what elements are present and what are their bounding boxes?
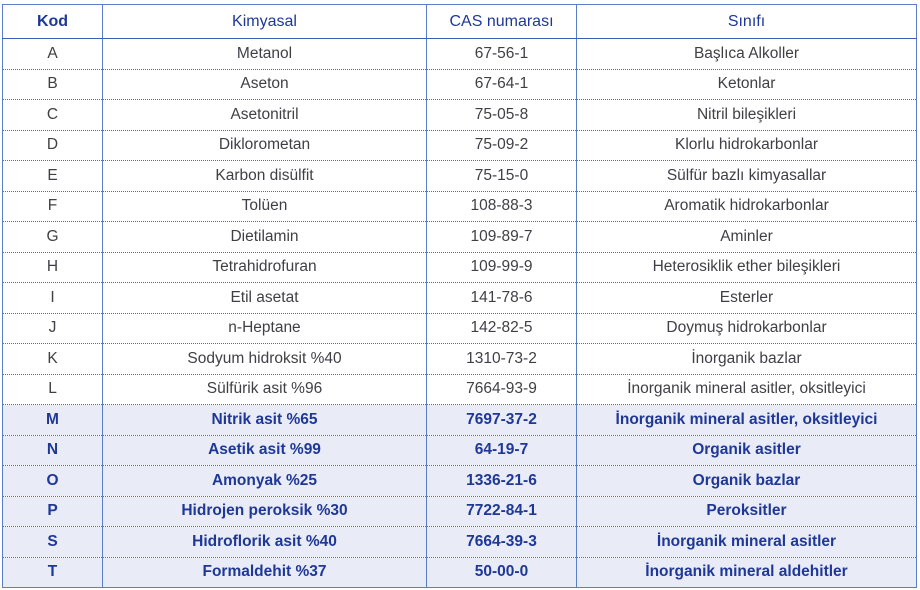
cell-kimyasal: n-Heptane bbox=[103, 313, 427, 344]
cell-cas: 142-82-5 bbox=[427, 313, 577, 344]
cell-sinifi: İnorganik mineral asitler bbox=[577, 527, 917, 558]
table-row bbox=[3, 405, 917, 436]
cell-kimyasal: Asetonitril bbox=[103, 100, 427, 131]
cell-sinifi: Organik asitler bbox=[577, 435, 917, 466]
cell-cas: 75-05-8 bbox=[427, 100, 577, 131]
cell-kod: N bbox=[3, 435, 103, 466]
cell-kimyasal: Sodyum hidroksit %40 bbox=[103, 344, 427, 375]
cell-kimyasal: Sülfürik asit %96 bbox=[103, 374, 427, 405]
table-row bbox=[3, 161, 917, 192]
table-row bbox=[3, 435, 917, 466]
cell-kod: P bbox=[3, 496, 103, 527]
cell-cas: 1336-21-6 bbox=[427, 466, 577, 497]
cell-kimyasal: Formaldehit %37 bbox=[103, 557, 427, 588]
cell-sinifi: Sülfür bazlı kimyasallar bbox=[577, 161, 917, 192]
cell-sinifi: Aminler bbox=[577, 222, 917, 253]
cell-kimyasal: Metanol bbox=[103, 39, 427, 70]
cell-kod: B bbox=[3, 69, 103, 100]
cell-sinifi: Esterler bbox=[577, 283, 917, 314]
cell-cas: 109-89-7 bbox=[427, 222, 577, 253]
cell-kod: C bbox=[3, 100, 103, 131]
table-row bbox=[3, 191, 917, 222]
header-sinifi: Sınıfı bbox=[577, 5, 917, 39]
table-row bbox=[3, 69, 917, 100]
cell-kimyasal: Hidrojen peroksik %30 bbox=[103, 496, 427, 527]
cell-kimyasal: Asetik asit %99 bbox=[103, 435, 427, 466]
cell-cas: 1310-73-2 bbox=[427, 344, 577, 375]
cell-kimyasal: Dietilamin bbox=[103, 222, 427, 253]
cell-kod: T bbox=[3, 557, 103, 588]
cell-sinifi: İnorganik bazlar bbox=[577, 344, 917, 375]
cell-kod: E bbox=[3, 161, 103, 192]
cell-kod: G bbox=[3, 222, 103, 253]
chemical-resistance-table bbox=[2, 4, 917, 588]
cell-sinifi: Aromatik hidrokarbonlar bbox=[577, 191, 917, 222]
cell-sinifi: Klorlu hidrokarbonlar bbox=[577, 130, 917, 161]
cell-kimyasal: Hidroflorik asit %40 bbox=[103, 527, 427, 558]
cell-cas: 50-00-0 bbox=[427, 557, 577, 588]
table-body bbox=[3, 39, 917, 588]
cell-cas: 67-64-1 bbox=[427, 69, 577, 100]
header-row bbox=[3, 5, 917, 39]
cell-kod: D bbox=[3, 130, 103, 161]
cell-kod: L bbox=[3, 374, 103, 405]
cell-kimyasal: Tetrahidrofuran bbox=[103, 252, 427, 283]
cell-cas: 7664-93-9 bbox=[427, 374, 577, 405]
table-row bbox=[3, 496, 917, 527]
cell-sinifi: Başlıca Alkoller bbox=[577, 39, 917, 70]
table-row bbox=[3, 557, 917, 588]
header-kimyasal: Kimyasal bbox=[103, 5, 427, 39]
cell-cas: 7722-84-1 bbox=[427, 496, 577, 527]
cell-kod: J bbox=[3, 313, 103, 344]
cell-sinifi: İnorganik mineral asitler, oksitleyici bbox=[577, 405, 917, 436]
cell-cas: 141-78-6 bbox=[427, 283, 577, 314]
cell-kod: I bbox=[3, 283, 103, 314]
cell-kod: S bbox=[3, 527, 103, 558]
cell-kod: A bbox=[3, 39, 103, 70]
cell-cas: 7697-37-2 bbox=[427, 405, 577, 436]
table-header bbox=[3, 5, 917, 39]
cell-sinifi: İnorganik mineral asitler, oksitleyici bbox=[577, 374, 917, 405]
cell-cas: 109-99-9 bbox=[427, 252, 577, 283]
cell-kod: O bbox=[3, 466, 103, 497]
cell-sinifi: Heterosiklik ether bileşikleri bbox=[577, 252, 917, 283]
table-row bbox=[3, 466, 917, 497]
table-row bbox=[3, 313, 917, 344]
chemical-table-container bbox=[2, 4, 917, 588]
table-row bbox=[3, 252, 917, 283]
cell-kimyasal: Diklorometan bbox=[103, 130, 427, 161]
cell-kod: M bbox=[3, 405, 103, 436]
cell-kimyasal: Aseton bbox=[103, 69, 427, 100]
cell-sinifi: Peroksitler bbox=[577, 496, 917, 527]
cell-kimyasal: Amonyak %25 bbox=[103, 466, 427, 497]
cell-kimyasal: Tolüen bbox=[103, 191, 427, 222]
table-row bbox=[3, 222, 917, 253]
cell-sinifi: Organik bazlar bbox=[577, 466, 917, 497]
cell-cas: 67-56-1 bbox=[427, 39, 577, 70]
header-kod: Kod bbox=[3, 5, 103, 39]
cell-sinifi: Ketonlar bbox=[577, 69, 917, 100]
cell-kimyasal: Nitrik asit %65 bbox=[103, 405, 427, 436]
cell-kimyasal: Karbon disülfit bbox=[103, 161, 427, 192]
table-row bbox=[3, 100, 917, 131]
cell-cas: 108-88-3 bbox=[427, 191, 577, 222]
header-cas: CAS numarası bbox=[427, 5, 577, 39]
table-row bbox=[3, 527, 917, 558]
table-row bbox=[3, 283, 917, 314]
table-row bbox=[3, 374, 917, 405]
cell-sinifi: Nitril bileşikleri bbox=[577, 100, 917, 131]
cell-kod: H bbox=[3, 252, 103, 283]
cell-cas: 75-09-2 bbox=[427, 130, 577, 161]
table-row bbox=[3, 344, 917, 375]
cell-cas: 75-15-0 bbox=[427, 161, 577, 192]
cell-cas: 64-19-7 bbox=[427, 435, 577, 466]
cell-sinifi: Doymuş hidrokarbonlar bbox=[577, 313, 917, 344]
table-row bbox=[3, 39, 917, 70]
cell-kimyasal: Etil asetat bbox=[103, 283, 427, 314]
cell-kod: K bbox=[3, 344, 103, 375]
cell-kod: F bbox=[3, 191, 103, 222]
table-row bbox=[3, 130, 917, 161]
cell-cas: 7664-39-3 bbox=[427, 527, 577, 558]
cell-sinifi: İnorganik mineral aldehitler bbox=[577, 557, 917, 588]
